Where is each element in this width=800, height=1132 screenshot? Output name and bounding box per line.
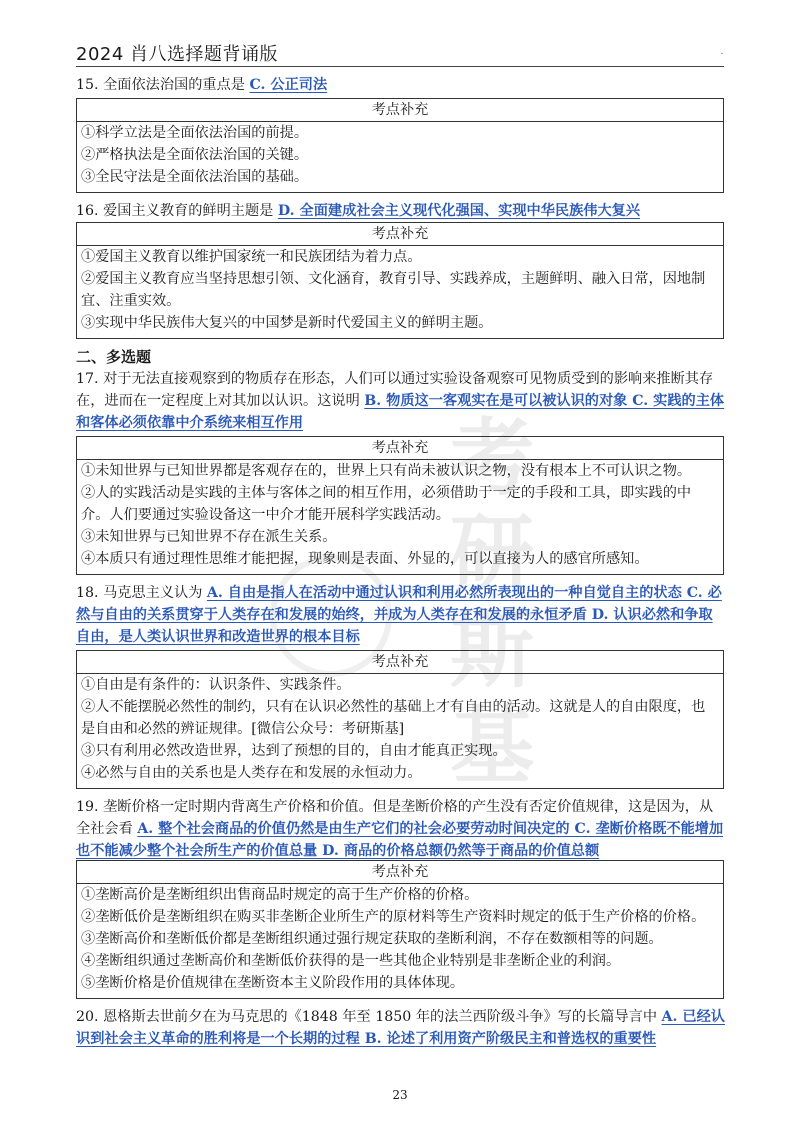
box-line: ②人的实践活动是实践的主体与客体之间的相互作用，必须借助于一定的手段和工具，即实践的中介。人们要通过实验设备这一中介才能开展科学实践活动。: [81, 485, 692, 523]
question-16-box: [76, 222, 724, 339]
question-15-answer: C. 公正司法: [249, 77, 328, 93]
question-17-answer: B. 物质这一客观实在是可以被认识的对象 C. 实践的主体和客体必须依靠中介系统来相互作用: [76, 393, 725, 431]
question-20-stem: 20. 恩格斯去世前夕在为马克思的《1848 年至 1850 年的法兰西阶级斗争》写的长篇导言中: [76, 1009, 662, 1025]
question-19-answer: A. 整个社会商品的价值仍然是由生产它们的社会必要劳动时间决定的 C. 垄断价格既不能增加也不能减少整个社会所生产的价值总量 D. 商品的价格总额仍然等于商品的价值总额: [76, 821, 724, 859]
box-line: ①未知世界与已知世界都是客观存在的，世界上只有尚未被认识之物，没有根本上不可认识之物。: [81, 463, 692, 479]
box-line: ④垄断组织通过垄断高价和垄断低价获得的是一些其他企业特别是非垄断企业的利润。: [81, 953, 621, 969]
box-line: ①自由是有条件的：认识条件、实践条件。: [81, 677, 351, 693]
question-18: [76, 582, 726, 648]
question-16-answer: D. 全面建成社会主义现代化强国、实现中华民族伟大复兴: [277, 203, 641, 219]
box-line: ②严格执法是全面依法治国的关键。: [81, 147, 309, 163]
box-line: ③全民守法是全面依法治国的基础。: [81, 169, 309, 185]
question-18-stem: 18. 马克思主义认为: [76, 585, 207, 601]
box-line: ①爱国主义教育以维护国家统一和民族团结为着力点。: [81, 249, 422, 265]
question-15-stem: 15. 全面依法治国的重点是: [76, 77, 250, 93]
box-line: ③垄断高价和垄断低价都是垄断组织通过强行规定获取的垄断利润，不存在数额相等的问题。: [81, 931, 663, 947]
box-line: ③未知世界与已知世界不存在派生关系。: [81, 529, 337, 545]
question-19-box: [76, 860, 724, 999]
box-line: ②爱国主义教育应当坚持思想引领、文化涵育，教育引导、实践养成，主题鲜明、融入日常，因地制宜、注重实效。: [81, 271, 706, 309]
page-number: 23: [392, 1088, 408, 1102]
watermark-text: 考研斯基: [450, 408, 535, 795]
question-15-box: [76, 98, 724, 193]
box-line: ②垄断低价是垄断组织在购买非垄断企业所生产的原材料等生产资料时规定的低于生产价格的价格。: [81, 909, 706, 925]
question-15: [76, 74, 726, 96]
page-header: [76, 40, 724, 67]
header-mark: .: [720, 46, 724, 57]
question-17-stem: 17. 对于无法直接观察到的物质存在形态，人们可以通过实验设备观察可见物质受到的影响来推断其存在，进而在一定程度上对其加以认识。这说明: [76, 371, 714, 409]
section-heading: 二、多选题: [76, 348, 152, 366]
box-line: ⑤垄断价格是价值规律在垄断资本主义阶段作用的具体体现。: [81, 975, 465, 991]
box-title: 考点补充: [77, 861, 723, 884]
header-title: 2024 肖八选择题背诵版: [76, 44, 279, 65]
box-line: ①垄断高价是垄断组织出售商品时规定的高于生产价格的价格。: [81, 887, 479, 903]
box-title: 考点补充: [77, 223, 723, 246]
box-line: ③只有利用必然改造世界，达到了预想的目的，自由才能真正实现。: [81, 743, 507, 759]
question-16: [76, 200, 726, 222]
box-line: ④必然与自由的关系也是人类存在和发展的永恒动力。: [81, 765, 422, 781]
question-19-stem: 19. 垄断价格一定时期内背离生产价格和价值。但是垄断价格的产生没有否定价值规律，这是因为，从全社会看: [76, 799, 714, 837]
question-18-answer: A. 自由是指人在活动中通过认识和利用必然所表现出的一种自觉自主的状态 C. 必然与自由的关系贯穿于人类存在和发展的始终，并成为人类存在和发展的永恒矛盾 D. 认识必然和争取自由，是人类认识世界和改造世界的根本目标: [76, 585, 722, 645]
question-18-box: [76, 650, 724, 789]
question-20: [76, 1006, 726, 1050]
box-title: 考点补充: [77, 651, 723, 674]
question-17-box: [76, 436, 724, 575]
question-20-answer: A. 已经认识到社会主义革命的胜利将是一个长期的过程 B. 论述了利用资产阶级民主和普选权的重要性: [76, 1009, 725, 1047]
box-line: ③实现中华民族伟大复兴的中国梦是新时代爱国主义的鲜明主题。: [81, 315, 493, 331]
box-line: ②人不能摆脱必然性的制约，只有在认识必然性的基础上才有自由的活动。这就是人的自由限度，也是自由和必然的辨证规律。[微信公众号：考研斯基]: [81, 699, 706, 737]
box-line: ①科学立法是全面依法治国的前提。: [81, 125, 309, 141]
box-title: 考点补充: [77, 99, 723, 122]
box-line: ④本质只有通过理性思维才能把握，现象则是表面、外显的，可以直接为人的感官所感知。: [81, 551, 649, 567]
box-title: 考点补充: [77, 437, 723, 460]
question-16-stem: 16. 爱国主义教育的鲜明主题是: [76, 203, 278, 219]
question-19: [76, 796, 726, 862]
question-17: [76, 368, 726, 434]
